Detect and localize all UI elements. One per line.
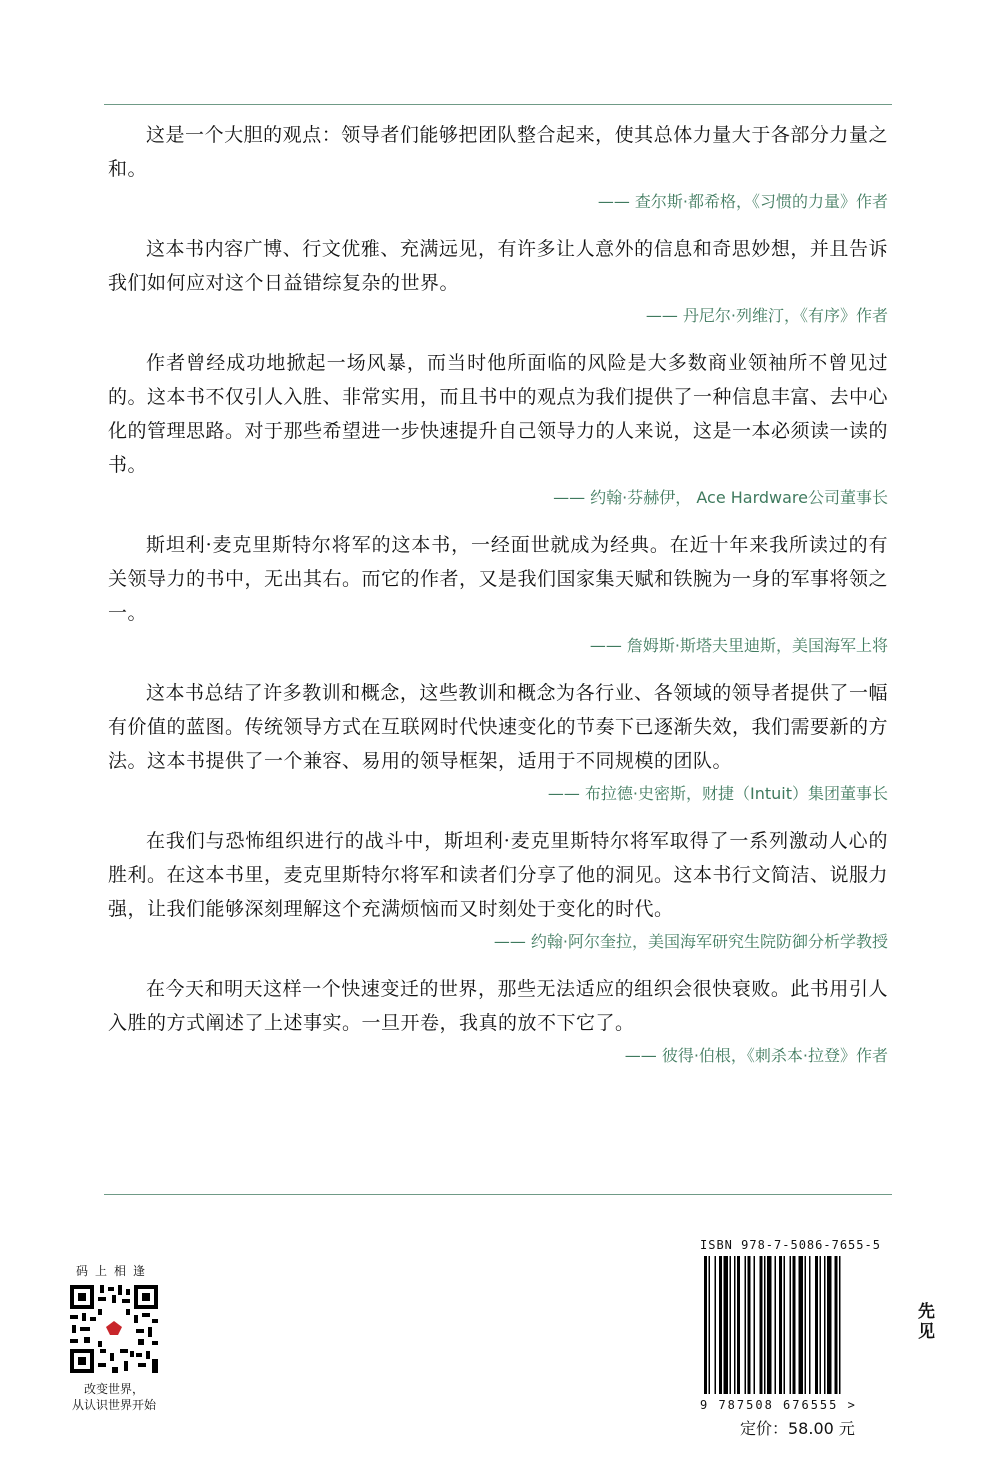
quote-7	[108, 972, 888, 1068]
qr-label: 码上相逢	[75, 1264, 152, 1278]
quote-text: 斯坦利·麦克里斯特尔将军的这本书，一经面世就成为经典。在近十年来我所读过的有关领导力的书中，无出其右。而它的作者，又是我们国家集天赋和铁腕为一身的军事将领之一。	[108, 534, 889, 624]
qr-section	[66, 1262, 162, 1413]
qr-caption-line2: 从认识世界开始	[71, 1398, 156, 1412]
quote-4	[108, 528, 888, 658]
qr-code[interactable]	[68, 1283, 160, 1375]
quote-text: 这本书内容广博、行文优雅、充满远见，有许多让人意外的信息和奇思妙想，并且告诉我们如何应对这个日益错综复杂的世界。	[108, 238, 888, 294]
quote-attribution: —— 布拉德·史密斯，财捷（Intuit）集团董事长	[547, 784, 888, 803]
quote-attribution: —— 丹尼尔·列维汀，《有序》作者	[645, 306, 888, 325]
barcode-icon	[700, 1256, 900, 1396]
quote-5	[108, 676, 888, 806]
qr-caption	[59, 1381, 169, 1413]
quote-attribution: —— 约翰·芬赫伊， Ace Hardware公司董事长	[553, 488, 888, 507]
quote-attribution: —— 约翰·阿尔奎拉，美国海军研究生院防御分析学教授	[493, 932, 888, 951]
price: 定价：58.00 元	[740, 1419, 855, 1438]
top-divider	[104, 104, 892, 105]
qr-caption-line1: 改变世界，	[83, 1382, 144, 1396]
quote-6	[108, 824, 888, 954]
publisher-mark: 先见	[918, 1302, 935, 1342]
isbn-text: ISBN 978-7-5086-7655-5	[700, 1238, 881, 1252]
bottom-divider	[104, 1194, 892, 1195]
qr-code-icon	[68, 1283, 160, 1375]
quote-text: 在今天和明天这样一个快速变迁的世界，那些无法适应的组织会很快衰败。此书用引人入胜的方式阐述了上述事实。一旦开卷，我真的放不下它了。	[108, 978, 888, 1034]
isbn-barcode	[700, 1238, 910, 1439]
quote-attribution: —— 查尔斯·都希格，《习惯的力量》作者	[597, 192, 888, 211]
quote-text: 在我们与恐怖组织进行的战斗中，斯坦利·麦克里斯特尔将军取得了一系列激动人心的胜利。在这本书里，麦克里斯特尔将军和读者们分享了他的洞见。这本书行文简洁、说服力强，让我们能够深刻理解这个充满烦恼而又时刻处于变化的时代。	[108, 830, 889, 920]
quote-text: 这本书总结了许多教训和概念，这些教训和概念为各行业、各领域的领导者提供了一幅有价值的蓝图。传统领导方式在互联网时代快速变化的节奏下已逐渐失效，我们需要新的方法。这本书提供了一个兼容、易用的领导框架，适用于不同规模的团队。	[108, 682, 889, 772]
quote-1	[108, 118, 888, 214]
quote-2	[108, 232, 888, 328]
quote-3	[108, 346, 888, 510]
quote-text: 这是一个大胆的观点：领导者们能够把团队整合起来，使其总体力量大于各部分力量之和。	[108, 124, 888, 180]
quote-attribution: —— 彼得·伯根，《刺杀本·拉登》作者	[624, 1046, 888, 1065]
barcode-digits: 9 787508 676555 >	[700, 1398, 857, 1412]
endorsements	[108, 118, 888, 1086]
quote-attribution: —— 詹姆斯·斯塔夫里迪斯，美国海军上将	[589, 636, 888, 655]
quote-text: 作者曾经成功地掀起一场风暴，而当时他所面临的风险是大多数商业领袖所不曾见过的。这本书不仅引人入胜、非常实用，而且书中的观点为我们提供了一种信息丰富、去中心化的管理思路。对于那些希望进一步快速提升自己领导力的人来说，这是一本必须读一读的书。	[108, 352, 889, 476]
